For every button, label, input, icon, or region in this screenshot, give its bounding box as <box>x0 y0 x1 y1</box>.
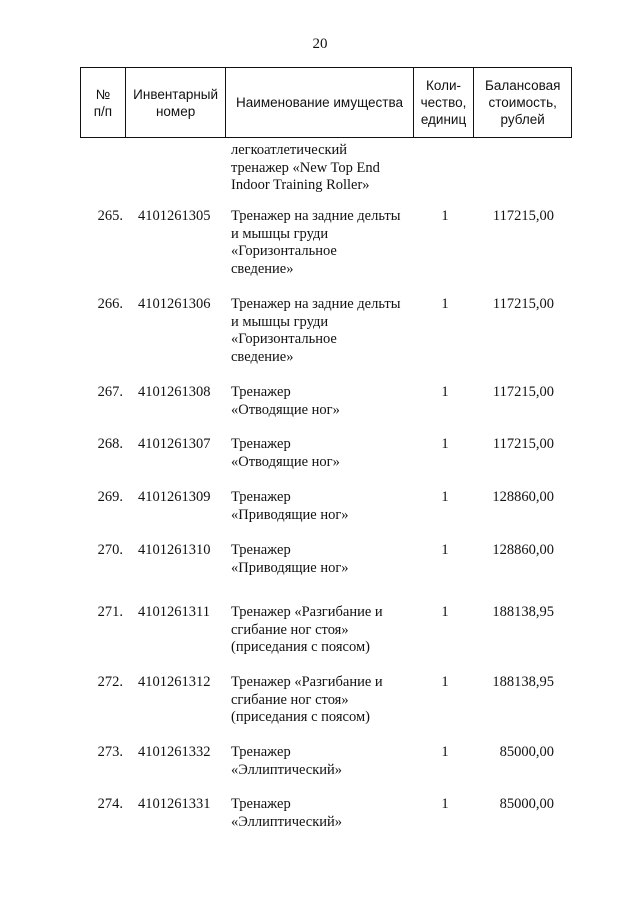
property-name-line: Тренажер <box>231 796 291 812</box>
property-name-line: сгибание ног стоя» <box>231 621 349 638</box>
property-name <box>231 796 421 831</box>
property-name-line: «Приводящие ног» <box>231 506 349 523</box>
property-name-line: Тренажер <box>231 542 291 558</box>
quantity: 1 <box>441 489 449 505</box>
property-name-line: сведение» <box>231 260 294 277</box>
property-name-line: «Отводящие ног» <box>231 453 340 470</box>
quantity: 1 <box>441 436 449 452</box>
quantity: 1 <box>441 542 449 558</box>
header-name-label: Наименование имущества <box>236 95 404 110</box>
property-name <box>231 436 421 471</box>
header-number-label: № п/п <box>93 86 113 119</box>
property-name-line: Тренажер <box>231 744 291 760</box>
property-name-line: «Отводящие ног» <box>231 401 340 418</box>
continuation-line: тренажер «New Top End <box>231 159 380 176</box>
property-name <box>231 489 421 524</box>
property-name-line: (приседания с поясом) <box>231 709 370 725</box>
property-name-line: сведение» <box>231 348 294 365</box>
property-name-line: «Эллиптический» <box>231 813 343 830</box>
balance-cost: 85000,00 <box>499 796 554 812</box>
row-number: 269. <box>97 489 123 505</box>
continuation-name <box>231 142 431 195</box>
property-name-line: «Эллиптический» <box>231 761 343 778</box>
inventory-number: 4101261311 <box>138 604 210 620</box>
row-number: 274. <box>97 796 123 812</box>
inventory-number: 4101261305 <box>138 208 211 224</box>
header-cost <box>474 68 571 137</box>
property-name <box>231 542 421 577</box>
header-name <box>226 68 413 137</box>
row-number: 271. <box>97 604 123 620</box>
property-name <box>231 744 421 779</box>
continuation-line: Indoor Training Roller» <box>231 177 370 193</box>
balance-cost: 117215,00 <box>492 208 554 224</box>
quantity: 1 <box>441 296 449 312</box>
property-name <box>231 208 421 278</box>
quantity: 1 <box>441 744 449 760</box>
inventory-number: 4101261312 <box>138 674 211 690</box>
property-name-line: Тренажер <box>231 436 291 452</box>
quantity: 1 <box>441 604 449 620</box>
balance-cost: 128860,00 <box>492 542 554 558</box>
property-name-line: сгибание ног стоя» <box>231 691 349 708</box>
quantity: 1 <box>441 208 449 224</box>
inventory-number: 4101261331 <box>138 796 211 812</box>
balance-cost: 188138,95 <box>492 674 554 690</box>
property-name-line: Тренажер «Разгибание и <box>231 604 383 620</box>
property-name-line: Тренажер <box>231 489 291 505</box>
inventory-number: 4101261307 <box>138 436 211 452</box>
property-name-line: Тренажер на задние дельты <box>231 208 401 224</box>
continuation-line: легкоатлетический <box>231 142 348 158</box>
page-number: 20 <box>312 36 328 52</box>
row-number: 273. <box>97 744 123 760</box>
property-name-line: и мышцы груди <box>231 313 329 330</box>
property-name <box>231 674 421 727</box>
property-name-line: и мышцы груди <box>231 225 329 242</box>
balance-cost: 188138,95 <box>492 604 554 620</box>
property-name <box>231 604 421 657</box>
row-number: 268. <box>97 436 123 452</box>
quantity: 1 <box>441 674 449 690</box>
inventory-number: 4101261332 <box>138 744 211 760</box>
property-name-line: (приседания с поясом) <box>231 639 370 655</box>
property-name-line: Тренажер <box>231 384 291 400</box>
balance-cost: 117215,00 <box>492 296 554 312</box>
balance-cost: 117215,00 <box>492 384 554 400</box>
inventory-number: 4101261306 <box>138 296 211 312</box>
property-name-line: Тренажер на задние дельты <box>231 296 401 312</box>
inventory-number: 4101261309 <box>138 489 211 505</box>
header-quantity-label: Коли- чество, единиц <box>420 78 467 127</box>
row-number: 265. <box>97 208 123 224</box>
inventory-number: 4101261310 <box>138 542 211 558</box>
property-name-line: «Горизонтальное <box>231 243 337 259</box>
quantity: 1 <box>441 384 449 400</box>
balance-cost: 117215,00 <box>492 436 554 452</box>
balance-cost: 85000,00 <box>499 744 554 760</box>
property-name <box>231 384 421 419</box>
header-quantity <box>414 68 475 137</box>
header-number <box>81 68 126 137</box>
row-number: 266. <box>97 296 123 312</box>
balance-cost: 128860,00 <box>492 489 554 505</box>
row-number: 272. <box>97 674 123 690</box>
row-number: 267. <box>97 384 123 400</box>
header-cost-label: Балансовая стоимость, рублей <box>484 78 561 127</box>
property-name-line: Тренажер «Разгибание и <box>231 674 383 690</box>
table-header <box>80 67 572 138</box>
property-name-line: «Приводящие ног» <box>231 559 349 576</box>
property-name-line: «Горизонтальное <box>231 331 337 347</box>
quantity: 1 <box>441 796 449 812</box>
inventory-number: 4101261308 <box>138 384 211 400</box>
property-name <box>231 296 421 366</box>
row-number: 270. <box>97 542 123 558</box>
header-inventory-label: Инвентарный номер <box>133 86 219 119</box>
header-inventory <box>126 68 227 137</box>
